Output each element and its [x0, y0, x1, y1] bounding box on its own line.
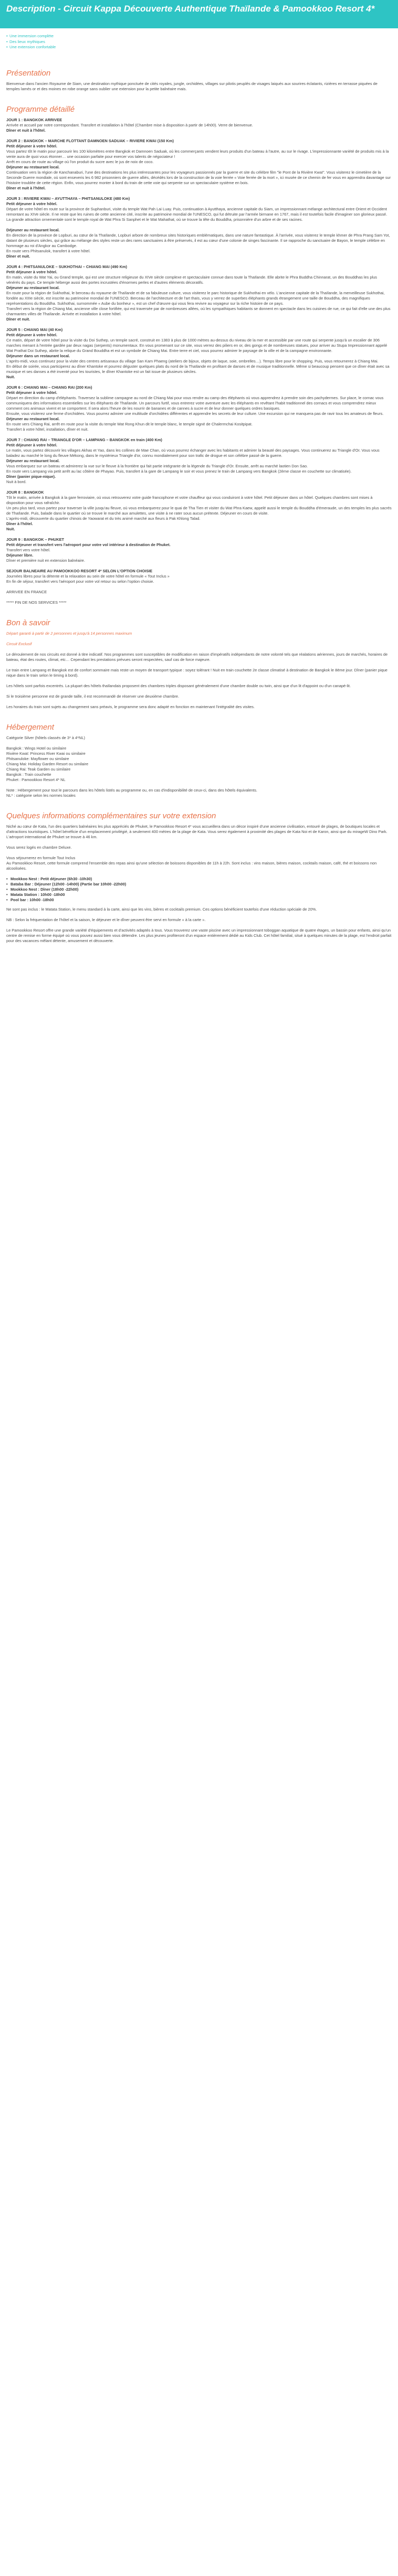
meal-line: Dîner et nuit à l'hôtel.: [6, 185, 46, 190]
meal-line: Petit déjeuner à votre hôtel.: [6, 269, 57, 274]
day-block: [6, 117, 392, 133]
page-header: [0, 0, 398, 28]
meal-line: Petit déjeuner à votre hôtel.: [6, 442, 57, 447]
info-paragraph: Les hôtels sont parfois excentrés. La plupart des hôtels thaïlandais proposent des chambres triples disposant généralement d'une chambre double ou twin, ainsi que d'un lit d'appoint ou d'un canapé-lit.: [6, 683, 351, 688]
meal-line: Déjeuner au restaurant local.: [6, 164, 60, 169]
day-text: Vous partez tôt le matin pour parcourir les 100 kilomètres entre Bangkok et Damnoen Saduak, où les commerçants vendent leurs produits d'un bateau à l'autre, au sur le rivage. L'impressionnante variété de produits mis à la vente aura de quoi vous étonner… une occasion parfaite pour exercer vos talents de négociateur !: [6, 148, 389, 159]
meal-line: Dîner et nuit.: [6, 316, 30, 322]
meal-line: Petit déjeuner à votre hôtel.: [6, 332, 57, 337]
restaurant-item: • Mookkoo Nest : Petit déjeuner (6h30 -10h30): [6, 877, 392, 882]
presentation-section: [6, 68, 392, 92]
day-text: ARRIVEE EN FRANCE: [6, 589, 47, 594]
bon-a-savoir-section: [6, 618, 392, 710]
day-title: JOUR 2 : BANGKOK – MARCHE FLOTTANT DAMNOEN SADUAK – RIVIERE KWAI (150 Km): [6, 138, 174, 143]
day-text: Départ en direction du camp d'éléphants. Traversez la sublime campagne au nord de Chiang Mai pour vous rendre au camp des éléphants où vous apprendrez à prendre soin des pachydermes. Sur place, le cornac vous communiquera des informations essentielles sur les éléphants de Thaïlande. Un parcours furtif, vous entrerez votre aventure avec les éléphants en revêtant l'habit traditionnel des cornacs et vous comprendrez mieux comment ces animaux vivent et se comportent. Il sera alors l'heure de les nourrir de bananes et de cannes à sucre et de leur donner quelques ordres basiques.: [6, 395, 384, 411]
restaurant-item: • Mookkoo Nest : Dîner (18h00 -22h00): [6, 887, 392, 892]
day-text: Transfert vers la région de Chiang Mai, ancienne ville close fortifiée, qui est traversée par de nombreuses allées, où les sympathiques habitants se donnent en spectacle dans les cuisines de rue, ce qui fait d'elle une des plus charmantes villes de Thaïlande. Arrivée et installation à votre hôtel.: [6, 306, 391, 316]
day-text: En fin de séjour, transfert vers l'aéroport pour votre vol retour ou selon l'option choisie.: [6, 579, 154, 584]
day-text: Arrivée et accueil par notre correspondant. Transfert et installation à l'hôtel (Chambre mise à disposition à partir de 14h00). Verre de bienvenue.: [6, 122, 253, 127]
info-paragraph: Les horaires du train sont sujets au changement sans préavis, le programme sera donc adapté en fonction en maintenant l'intégralité des visites.: [6, 704, 255, 709]
hebergement-section: [6, 722, 392, 798]
presentation-text: Bienvenue dans l'ancien Royaume de Siam, une destination mythique ponctuée de cités royales, jungle, orchidées, villages sur pilotis peuplés de visages laiqués aux sourires éclatants, rizières en terrasse piquées de temples lamés or et des moines en robe orange sans oublier une extension pour la petite balnéaire mais.: [6, 81, 378, 91]
day-block: [6, 327, 392, 380]
day-text: En route pour la région de Sukhothai, le berceau du royaume de Thaïlande et de sa fabuleuse culture, vous visiterez le parc historique de Sukhothai en vélo. L'ancienne capitale de la Thaïlande, la merveilleuse Sukhothai, fondée au XIIIe siècle, est inscrite au patrimoine mondial de l'UNESCO. Berceau de l'architecture et de l'art thaïs, vous y verrez de superbes éléphants grands étrangement une taille de Bouddha, des magnifiques représentations du Bouddha. Sukhothai, surnommée « Aube du bonheur », est un chef d'œuvre qui vous fera revivre au voyageur sur la riche histoire de ce pays.: [6, 290, 385, 306]
hebergement-nl-note: NL* : catégorie selon les normes locales: [6, 793, 76, 798]
meal-line: Dîner et nuit à l'hôtel.: [6, 127, 46, 133]
restaurant-item: • Bataba Bar : Déjeuner (12h00 -14h00) (Partie bar 10h00 -22h00): [6, 882, 392, 887]
circuit-label: Circuit Exclusif: [6, 641, 32, 646]
facilities-text: Le Pamookkoo Resort offre une grande variété d'équipements et d'activités adaptés à tous. Vous trouverez une vaste piscine avec un impressionnant toboggan aquatique de quatre étages, un bassin pour enfants, ainsi qu'un centre de remise en forme équipé où vous pouvez aussi bien vous détendre. Les plus jeunes profiteront d'un espace entièrement dédié au Kids Club. Cet hôtel familial, situé à quelques minutes de la plage, est l'endroit parfait pour des vacances mêlant détente, amusement et découverte.: [6, 927, 392, 943]
day-text: L'après-midi, découverte du quartier chinois de Yaowarat et du très animé marché aux fleurs à Pak Khlong Talad.: [6, 516, 201, 521]
day-title: JOUR 8 : BANGKOK: [6, 489, 44, 495]
highlight-item: • Des lieux mythiques: [6, 39, 392, 45]
hebergement-heading: Hébergement: [6, 722, 54, 732]
day-title: SEJOUR BALNEAIRE AU PAMOOKKOO RESORT 4* SELON L'OPTION CHOISIE: [6, 568, 153, 573]
info-paragraph: Le train entre Lampang et Bangkok est de confort sommaire mais reste un moyen de transport typique : soyez tolérant ! Nuit en train couchette 2e classe climatisé à destination de Bangkok le 8ème jour. Dîner (panier pique nique dans le train selon le timing à bord).: [6, 667, 387, 678]
restaurants-list: [6, 877, 392, 903]
meal-line: Nuit.: [6, 374, 15, 379]
day-text: En route vers Chiang Rai, arrêt en route pour la visite du temple Wat Rong Khun dit le temple blanc, le temple signé de Chalermchai Kositpipat.: [6, 421, 253, 426]
meal-line: Petit déjeuner à votre hôtel.: [6, 143, 57, 148]
nb-note: NB : Selon la fréquentation de l'hôtel et la saison, le déjeuner et le dîner peuvent être servi en formule « à la carte ».: [6, 917, 206, 922]
main-content: [0, 28, 398, 972]
day-text: Tôt le matin, arrivée à Bangkok à la gare ferroviaire, où vous retrouverez votre guide francophone et votre chauffeur qui vous conduiront à votre hôtel. Petit déjeuner dans un hôtel. Quelques chambres sont mises à disposition pour vous rafraîchir.: [6, 495, 373, 505]
rooms-info: Vous serez logés en chambre Deluxe.: [6, 845, 72, 850]
day-text: Vous embarquez sur un bateau et admirerez la vue sur le fleuve à la frontière qui fait partie intégrante de la légende du Triangle d'Or. Ensuite, arrêt au marché laotien Don Sao.: [6, 463, 308, 468]
info-paragraph: Le déroulement de nos circuits est donné à titre indicatif. Nos programmes sont susceptibles de modification en raison d'impératifs indépendants de notre volonté tels que réalations aériennes, jours de marchés, horaires de bateau, état des routes, climat, etc… Cependant les prestations prévues seront respectées, sauf cas de force majeure.: [6, 651, 388, 662]
meal-line: Déjeuner au restaurant local.: [6, 227, 60, 232]
info-paragraph: Si le troisième personne est de grande taille, il est recommandé de réserver une deuxième chambre.: [6, 693, 180, 699]
complementaires-section: [6, 811, 392, 944]
day-block: [6, 537, 392, 563]
meal-line: Dîner à l'hôtel.: [6, 521, 33, 526]
meal-line: Dîner et nuit.: [6, 253, 30, 259]
day-title: JOUR 9 : BANGKOK – PHUKET: [6, 537, 65, 542]
exclusions-note: Ne sont pas inclus : le Matata Station, le menu standard à la carte, ainsi que les vins, bières et cocktails premium. Ces options bénéficient toutefois d'une réduction spéciale de 20%.: [6, 906, 317, 912]
meal-line: Dîner (panier pique-nique).: [6, 474, 56, 479]
day-text: Ensuite, vous visiterez une ferme d'orchidées. Vous pourrez admirer une multitude d'orchidées différentes et apprendre les secrets de leur culture. Une excursion qui ne manquera pas de ravir tous les amateurs de fleurs.: [6, 411, 384, 416]
day-block: [6, 196, 392, 259]
meal-line: Petit déjeuner et transfert vers l'aéroport pour votre vol intérieur à destination de Phuket.: [6, 542, 171, 547]
day-text: En matin, visite du Wat Yai, ou Grand temple, qui est une structure religieuse du XIVe siècle complexe et spectaculaire connue dans toute la Thaïlande. Elle abrite le Phra Buddha Chinnarat, un des Bouddhas les plus vénérés du pays. Ce temple héberge aussi des portes incrustées d'énormes perles et d'autres éléments décoratifs.: [6, 274, 377, 285]
hotel-item: Phuket : Pamookkoo Resort 4* NL: [6, 777, 66, 782]
complementaires-heading: Quelques informations complémentaires sur votre extension: [6, 811, 216, 820]
meal-line: Nuit.: [6, 526, 15, 531]
highlight-item: • Une immersion complète: [6, 34, 392, 39]
day-text: L'après-midi, vous continuez pour la visite des centres artisanaux du village San Kam Phaeng (ateliers de bijoux, objets de laque, soie, ombrelles…). Temps libre pour le shopping. Puis, vous retournerez à Chiang Mai.: [6, 358, 379, 364]
day-block: [6, 490, 392, 532]
highlights-list: [6, 34, 392, 50]
meal-line: Petit déjeuner à votre hôtel.: [6, 201, 57, 206]
spacer: [6, 222, 392, 228]
restaurant-item: • Matata Station : 10h00 -18h00: [6, 892, 392, 897]
day-text: Dîner et première nuit en extension balnéaire.: [6, 558, 85, 563]
meal-line: Déjeuner au restaurant local.: [6, 458, 60, 463]
day-block: [6, 437, 392, 485]
day-text: ***** FIN DE NOS SERVICES *****: [6, 600, 67, 605]
day-block: [6, 569, 392, 584]
meal-line: Déjeuner dans un restaurant local.: [6, 353, 70, 358]
programme-section: [6, 104, 392, 605]
day-title: JOUR 3 : RIVIERE KWAI – AYUTTHAYA – PHITSANULOKE (480 Km): [6, 196, 130, 201]
hotel-item: Bangkok : Wings Hotel ou similaire: [6, 745, 67, 751]
hebergement-category: Catégorie Silver (hôtels classés de 3* à 4*NL): [6, 735, 85, 740]
meal-line: Déjeuner au restaurant local.: [6, 416, 60, 421]
programme-heading: Programme détaillé: [6, 104, 75, 114]
meal-line: Déjeuner libre.: [6, 552, 34, 558]
hebergement-note: Note : Hébergement pour tout le parcours dans les hôtels listés au programme ou, en cas d'indisponibilité de ceux-ci, dans des hôtels équivalents.: [6, 787, 257, 793]
restaurant-item: • Pool bar : 10h00 -18h00: [6, 897, 392, 903]
hotel-item: Bangkok : Train couchette: [6, 772, 51, 777]
day-block: [6, 600, 392, 605]
hotel-list: [6, 746, 392, 783]
day-title: JOUR 5 : CHIANG MAI (40 Km): [6, 327, 63, 332]
highlight-item: • Une extension confortable: [6, 45, 392, 50]
day-text: Transfert vers votre hôtel.: [6, 547, 50, 552]
all-inclusive-title: Vous séjournerez en formule Tout Inclus: [6, 855, 76, 860]
hotel-item: Phitsanuloke: Mayflower ou similaire: [6, 756, 69, 761]
day-text: Journées libres pour la détente et la relaxation au sein de votre hôtel en formule « Tout Inclus »: [6, 573, 170, 579]
all-inclusive-text: Au Pamookkoo Resort, cette formule comprend l'ensemble des repas ainsi qu'une sélection de boissons disponibles de 11h à 22h. Sont inclus : vins maison, bières maison, cocktails maison, café, thé et boissons non alcoolisées.: [6, 860, 377, 871]
hotel-item: Chiang Mai: Holiday Garden Resort ou similaire: [6, 761, 89, 766]
hotel-item: Rivière Kwaï: Princess River Kwai ou similaire: [6, 751, 86, 756]
day-text: En direction de la province de Lopburi, au cœur de la Thaïlande, Lopburi arbore de nombreux sites historiques emblématiques, dans une nature fantastique. À l'arrivée, vous visiterez le temple khmer de Phra Prang Sam Yot, datant de plusieurs siècles, qui grâce au mélange des styles reste un des rares sanctuaires à être préservés, il est au cœur d'une colonie de singes fascinante. Il se rapproche du sanctuaire de Bayon, le temple célèbre en hommage au roi d'Angkor au Cambodge.: [6, 232, 390, 248]
day-title: JOUR 7 : CHIANG RAI – TRIANGLE D'OR – LAMPANG – BANGKOK en train (400 Km): [6, 437, 162, 442]
presentation-heading: Présentation: [6, 68, 51, 78]
meal-line: Petit déjeuner à votre hôtel.: [6, 390, 57, 395]
day-text: En route vers Lampang via petit arrêt au lac côtière de Phayao. Puis, transfert à la gare de Lampang le soir et vous prenez le train de Lampang vers Bangkok (2ème classe en couchette sur climatisée).: [6, 468, 352, 474]
day-text: Arrêt en cours de route au village où l'on produit du sucre avec le jus de noix de coco.: [6, 159, 154, 164]
day-block: [6, 385, 392, 432]
programme-days: [6, 117, 392, 605]
bon-a-savoir-heading: Bon à savoir: [6, 618, 50, 627]
day-title: JOUR 4 : PHITSANULOKE – SUKHOTHAI – CHIANG MAI (490 Km): [6, 264, 127, 269]
day-text: Continuation vers la région de Kanchanaburi, l'une des destinations les plus intéressantes pour les voyageurs passionnés par la guerre et site du célèbre film "le Pont de la Rivière Kwaï". Vous visiterez le cimetière de la Seconde Guerre mondiale, où sont enseveris les 6 982 prisonniers de guerre alliés, décédés lors de la construction de la voie ferrée « Voie ferrée de la mort », ici musée de ce chemin de fer vous en apprendra davantage sur l'histoire troublée de cette région. Enfin, vous pourrez monter à bord du train de cette voie qui serpente sur un spectaculaire système en bois.: [6, 169, 391, 185]
meal-line: Déjeuner au restaurant local.: [6, 285, 60, 290]
hotel-item: Chiang Rai: Teak Garden ou similaire: [6, 766, 71, 772]
day-text: Un peu plus tard, vous partez pour traverser la ville jusqu'au fleuve, où vous embarquerez pour le quai de Tha Tien et visiter du Wat Phra Kaew, appelé aussi le temple du Bouddha d'émeraude, un des temples les plus sacrés de Thaïlande. Puis, balade dans le quartier où se trouve le marché aux amulettes, une visite à ne rater sous aucun prétexte. Déjeuner en cours de visite.: [6, 505, 392, 516]
page-end: [6, 956, 392, 961]
day-text: Ce matin, départ de votre hôtel pour la visite du Doi Suthep, un temple sacré, construit en 1383 à plus de 1000 mètres au-dessus du niveau de la mer et accessible par une route qui serpente jusqu'à un escalier de 306 marches menant à l'entrée gardée par deux nagas (serpents) monumentaux. En vous promenant sur ce site, vous verrez des piliers en or, des gongs et de nombreuses statues, pour arriver au Stupa Impressionnant appelé Wat Prathat Doi Suthep, abrite la relique du Grand Bouddha et est un symbole de Chiang Mai. Entre terre et ciel, vous pourrez admirer le paysage de la ville et de la campagne environnante.: [6, 337, 387, 353]
day-text: Nuit à bord.: [6, 479, 27, 484]
day-text: Le matin, vous partez découvrir les villages Akhas et Yao, dans les collines de Mae Chan, où vous pourrez échanger avec les habitants et admirer la beauté des paysages. Vous continuerez au Triangle d'Or. Vous vous baladez au marché le long du fleuve Mékong, dans le mystérieux Triangle d'or, connu mondialement pour son trafic de drogue et son célèbre passé de la guerre.: [6, 447, 380, 458]
day-title: JOUR 1 : BANGKOK ARRIVEE: [6, 117, 62, 122]
bon-a-savoir-paragraphs: [6, 652, 392, 710]
extension-intro: Niché au cœur de Kata, l'un des quartiers balnéaires les plus appréciés de Phuket, le Pamookkoo Resort 4* vous accueillera dans un décor inspiré d'une ancienne civilisation, entouré de plages, de boutiques locales et d'attractions touristiques. L'hôtel bénéficie d'un emplacement privilégié, à seulement 400 mètres de la plage de Kata. Vous serez également à proximité des plages de Kata Noi et de Karon, ainsi que du mirageW Dino Park. L'aéroport international de Phuket se trouve à 46 km.: [6, 824, 387, 839]
day-text: En route vers Phitsanulok, transfert à votre hôtel.: [6, 248, 91, 253]
page-title: Description - Circuit Kappa Découverte Authentique Thaïlande & Pamookkoo Resort 4*: [6, 4, 375, 14]
day-title: JOUR 6 : CHIANG MAI – CHIANG RAI (200 Km): [6, 384, 92, 390]
day-text: En début de soirée, vous participerez au dîner Khantoke et pourrez déguster quelques plats du nord de la Thaïlande en profitant de danses et de musique traditionnelle. Même si beaucoup pensent que ce dîner était avec sa musique et ses danses a été inventé pour les touristes, le dîner Khantoke est un fait issue de plusieurs siècles.: [6, 364, 390, 374]
day-block: [6, 264, 392, 322]
day-block: [6, 138, 392, 191]
day-block: [6, 590, 392, 595]
day-text: Départ de votre hôtel en route sur la province de Suphanburi, visite du temple Wat Pah Lai Luay. Puis, continuation à Ayutthaya, ancienne capitale du Siam, un impressionnant mélange architectural entre Orient et Occident remontant au XIVe siècle. Il ne reste que les ruines de cette ancienne cité, inscrite au patrimoine mondial de l'UNESCO, qui fut détruite par l'armée birmane en 1767, mais il est toutefois facile d'imaginer son glorieux passé. La grande attraction ornementale sont le temple royal de Wat Phra Si Sanphet et le Wat Mahathat, où se trouve la tête du Bouddha, prisonnière d'un arbre et de ses racines.: [6, 206, 387, 222]
day-text: Transfert à votre hôtel, installation, dîner et nuit.: [6, 426, 89, 432]
departure-info: Départ garanti à partir de 2 personnes et jusqu'à 14 personnes maximum: [6, 630, 132, 636]
